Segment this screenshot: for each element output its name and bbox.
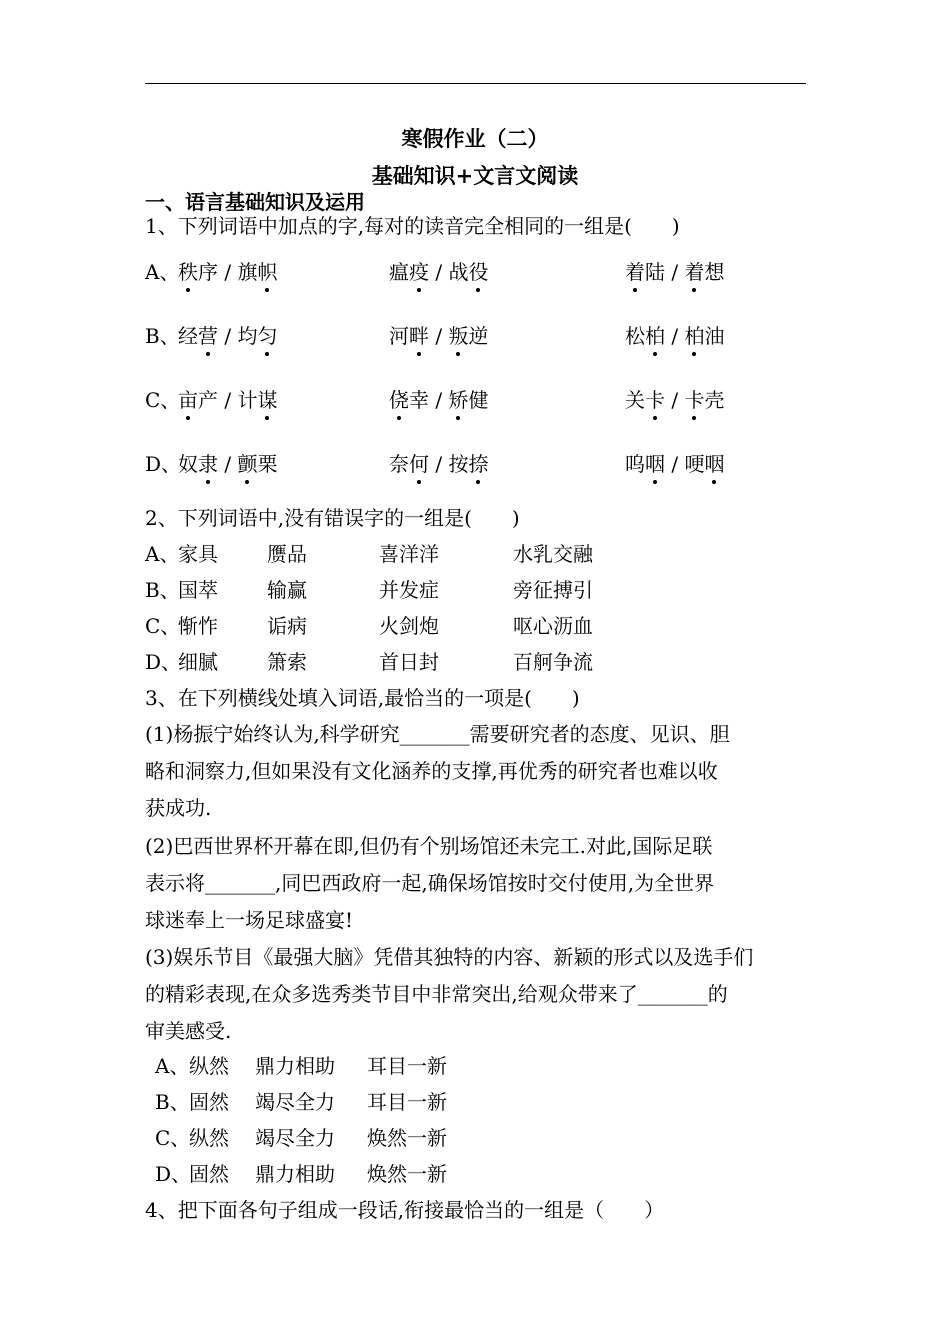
q1-word-pair [389,256,488,285]
char: 按 [448,452,469,476]
q2-option-label: C、 [145,614,181,638]
q3-option-label: D、 [155,1162,192,1186]
dotted-char: 叛 [448,320,468,349]
q1-word-pair [389,320,488,349]
header-rule [145,83,806,84]
dotted-char: 着 [684,256,704,285]
char: 哽 [684,452,705,476]
dotted-char: 侥 [389,384,409,413]
q3-passage-line: (3)娱乐节目《最强大脑》凭借其独特的内容、新颖的形式以及选手们 [145,945,754,969]
q3-option-label: B、 [155,1090,190,1114]
q3-option-word: 焕然一新 [367,1162,447,1186]
char: 陆 [645,260,665,284]
q3-passage-line: (2)巴西世界杯开幕在即,但仍有个别场馆还未完工.对此,国际足联 [145,834,713,858]
q2-option-label: B、 [145,578,180,602]
section-heading: 一、语言基础知识及运用 [145,190,365,214]
q1-word-pair [389,448,488,477]
char: / [665,388,685,412]
char: 序 [198,260,218,284]
q1-word-pair [625,384,724,413]
q3-option-word: 鼎力相助 [255,1054,335,1078]
q3-option-word: 固然 [189,1162,229,1186]
q2-word: 并发症 [379,578,439,602]
dotted-char: 卡 [645,384,665,413]
char: 计 [237,388,258,412]
char: 栗 [257,452,278,476]
q1-option-label: A、 [145,260,180,284]
q3-passage-line: (1)杨振宁始终认为,科学研究_______需要研究者的态度、见识、胆 [145,722,730,746]
q3-passage-line: 表示将_______,同巴西政府一起,确保场馆按时交付使用,为全世界 [145,871,715,895]
q3-passage-line: 的精彩表现,在众多选秀类节目中非常突出,给观众带来了_______的 [145,982,728,1006]
dotted-char: 谋 [257,384,277,413]
q2-word: 百舸争流 [513,650,593,674]
dotted-char: 柏 [684,320,704,349]
q2-word: 火剑炮 [379,614,439,638]
char: / [429,388,449,412]
char: 奴 [178,452,198,476]
dotted-char: 矫 [448,384,468,413]
q1-option-label: B、 [145,324,180,348]
char: 河 [389,324,409,348]
q3-option-word: 焕然一新 [367,1126,447,1150]
q2-word: 惭怍 [178,614,218,638]
q3-option-word: 耳目一新 [367,1054,447,1078]
char: 战 [448,260,469,284]
q3-stem: 3、在下列横线处填入词语,最恰当的一项是( ) [145,686,580,710]
q1-word-pair [625,320,724,349]
char: / [429,260,449,284]
q2-word: 箫索 [267,650,307,674]
q3-option-word: 纵然 [189,1126,229,1150]
q1-stem: 1、下列词语中加点的字,每对的读音完全相同的一组是( ) [145,214,680,238]
char: 想 [704,260,725,284]
char: 产 [198,388,218,412]
q3-passage-line: 审美感受. [145,1019,232,1043]
dotted-char: 着 [625,256,645,285]
dotted-char: 柏 [645,320,665,349]
dotted-char: 帜 [257,256,277,285]
char: 关 [625,388,645,412]
q1-word-pair [625,448,724,477]
q1-word-pair [178,320,277,349]
page-subtitle: 基础知识+文言文阅读 [371,163,579,188]
char: 均 [237,324,258,348]
q1-word-pair [389,384,488,413]
char: 逆 [468,324,489,348]
q3-passage-line: 略和洞察力,但如果没有文化涵养的支撑,再优秀的研究者也难以收 [145,759,718,783]
q2-option-label: D、 [145,650,182,674]
q1-word-pair [178,448,277,477]
char: / [218,260,238,284]
q2-word: 首日封 [379,650,439,674]
char: 呜 [625,452,645,476]
dotted-char: 卡 [684,384,704,413]
dotted-char: 捺 [468,448,488,477]
dotted-char: 隶 [198,448,218,477]
dotted-char: 咽 [704,448,724,477]
q2-word: 家具 [178,542,218,566]
q2-word: 水乳交融 [513,542,593,566]
dotted-char: 畔 [409,320,429,349]
q3-option-word: 纵然 [189,1054,229,1078]
char: 经 [178,324,198,348]
q2-word: 呕心沥血 [513,614,593,638]
q2-stem: 2、下列词语中,没有错误字的一组是( ) [145,506,520,530]
q3-option-word: 耳目一新 [367,1090,447,1114]
q1-option-label: D、 [145,452,182,476]
char: 奈 [389,452,409,476]
char: / [218,452,238,476]
dotted-char: 亩 [178,384,198,413]
q3-option-label: A、 [155,1054,190,1078]
q2-word: 赝品 [267,542,307,566]
q3-option-word: 鼎力相助 [255,1162,335,1186]
dotted-char: 役 [468,256,488,285]
page-title: 寒假作业（二） [401,126,549,151]
char: / [429,452,449,476]
char: 幸 [409,388,429,412]
char: 旗 [237,260,258,284]
dotted-char: 颤 [237,448,257,477]
q2-word: 喜洋洋 [379,542,439,566]
char: 壳 [704,388,725,412]
char: / [218,324,238,348]
q2-word: 诟病 [267,614,307,638]
dotted-char: 营 [198,320,218,349]
q3-option-word: 竭尽全力 [255,1090,335,1114]
dotted-char: 咽 [645,448,665,477]
q3-passage-line: 获成功. [145,796,212,820]
q3-option-word: 竭尽全力 [255,1126,335,1150]
q1-word-pair [178,384,277,413]
char: / [665,260,685,284]
char: / [665,324,685,348]
q2-word: 国萃 [178,578,218,602]
q1-option-label: C、 [145,388,181,412]
q3-option-label: C、 [155,1126,191,1150]
dotted-char: 疫 [409,256,429,285]
q2-word: 输赢 [267,578,307,602]
char: 油 [704,324,725,348]
char: 健 [468,388,489,412]
dotted-char: 匀 [257,320,277,349]
char: 瘟 [389,260,409,284]
q1-word-pair [178,256,277,285]
q4-stem: 4、把下面各句子组成一段话,衔接最恰当的一组是（ ） [145,1198,665,1222]
q2-option-label: A、 [145,542,180,566]
q3-passage-line: 球迷奉上一场足球盛宴! [145,908,354,932]
q2-word: 旁征搏引 [513,578,593,602]
char: 松 [625,324,645,348]
char: / [218,388,238,412]
char: / [665,452,685,476]
dotted-char: 何 [409,448,429,477]
dotted-char: 秩 [178,256,198,285]
q1-word-pair [625,256,724,285]
q3-option-word: 固然 [189,1090,229,1114]
char: / [429,324,449,348]
q2-word: 细腻 [178,650,218,674]
